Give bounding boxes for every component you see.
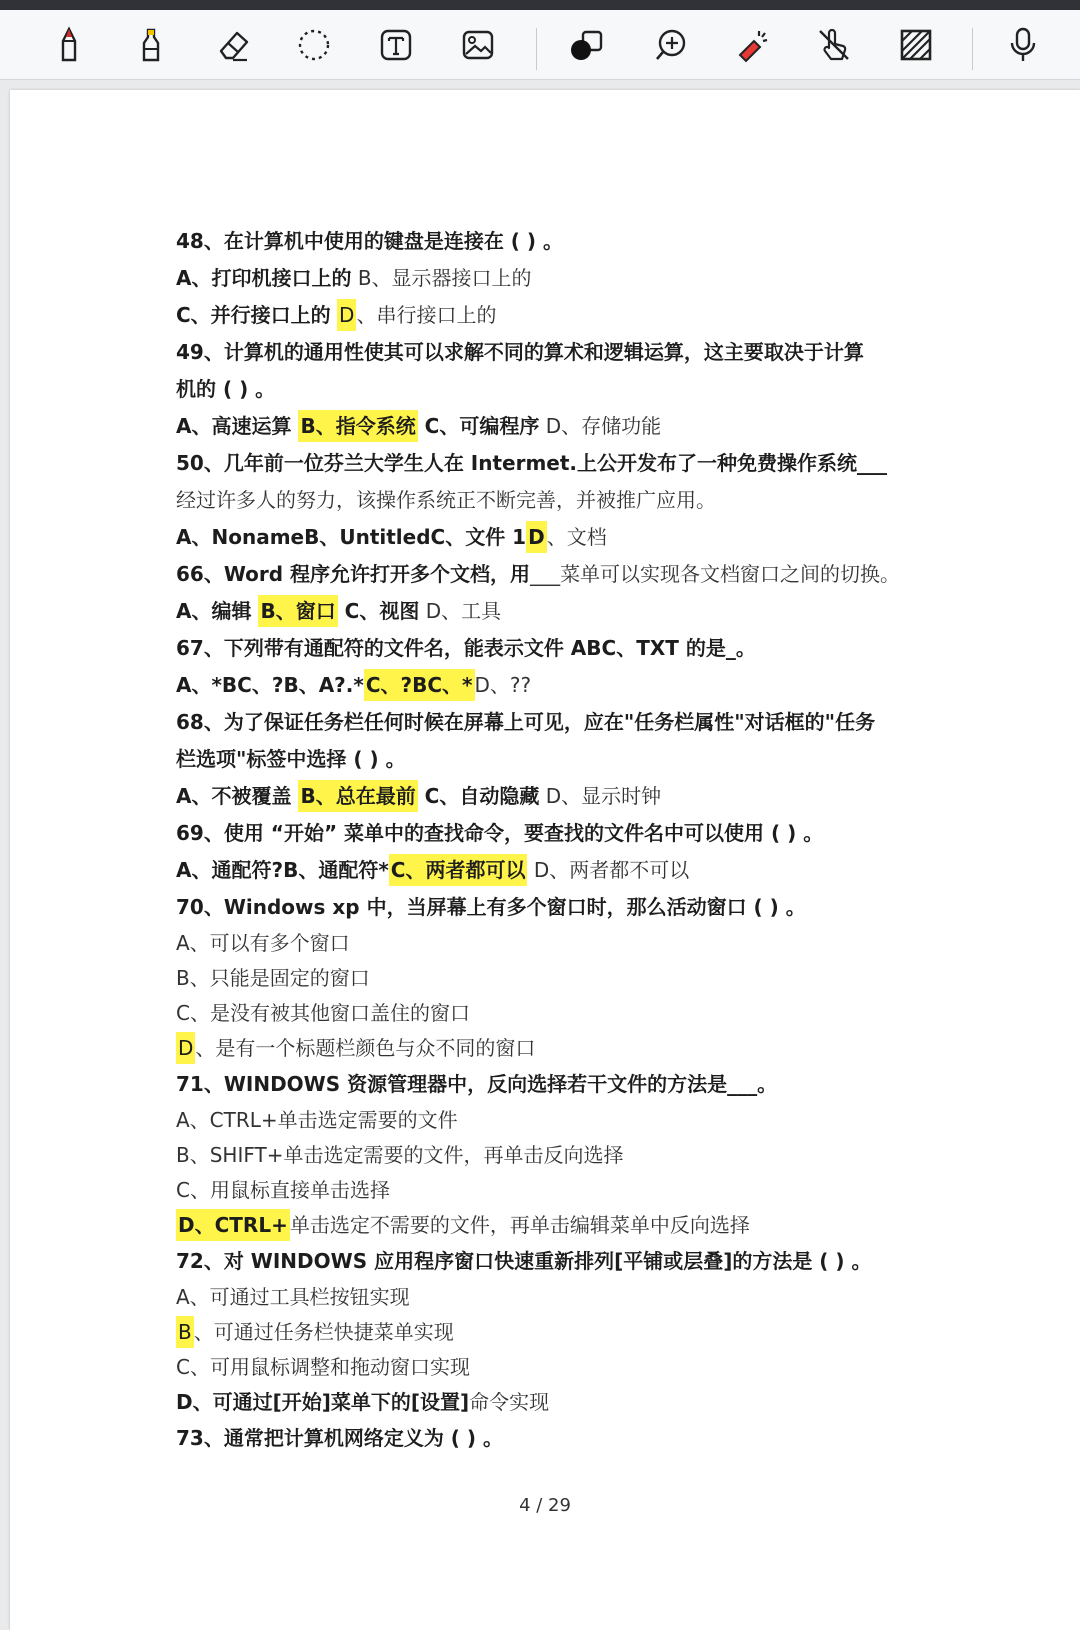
option-text: B、SHIFT+单击选定需要的文件，再单击反向选择 — [176, 1143, 624, 1167]
option-text: B、显示器接口上的 — [351, 266, 532, 290]
laser-pointer-icon[interactable] — [729, 22, 775, 68]
annotation-toolbar — [0, 10, 1080, 80]
option-text: 、是有一个标题栏颜色与众不同的窗口 — [195, 1036, 536, 1060]
option-text: A、打印机接口上的 — [176, 266, 352, 290]
page-indicator: 4 / 29 — [519, 1495, 571, 1516]
option-text: A、NonameB、UntitledC、文件 1 — [176, 525, 527, 549]
highlighted-answer: D — [337, 299, 356, 331]
option-text: C、可用鼠标调整和拖动窗口实现 — [176, 1355, 470, 1379]
option-text: C、可编程序 — [417, 414, 540, 438]
option-text: C、用鼠标直接单击选择 — [176, 1178, 390, 1202]
window-top-strip — [0, 0, 1080, 10]
option-text: A、不被覆盖 — [176, 784, 299, 808]
option-text: B、只能是固定的窗口 — [176, 966, 370, 990]
pen-icon[interactable] — [46, 22, 92, 68]
text-tool-icon[interactable] — [373, 22, 419, 68]
option-text: D、?? — [474, 673, 532, 697]
question-72-option-d — [176, 1385, 976, 1420]
highlighted-answer: C、?BC、* — [364, 669, 475, 701]
highlighted-answer: B — [176, 1316, 194, 1348]
toolbar-separator — [972, 28, 973, 70]
question-72: 72、对 WINDOWS 应用程序窗口快速重新排列[平铺或层叠]的方法是 ( ) 。 — [176, 1249, 872, 1273]
question-72-option-b — [176, 1315, 976, 1350]
question-text: 66、Word 程序允许打开多个文档，用 — [176, 562, 531, 586]
option-text: C、视图 — [337, 599, 420, 623]
question-71: 71、WINDOWS 资源管理器中，反向选择若干文件的方法是___。 — [176, 1072, 778, 1096]
question-48-options-ab — [176, 260, 976, 297]
shapes-icon[interactable] — [564, 22, 610, 68]
question-50-cont: 经过许多人的努力，该操作系统正不断完善，并被推广应用。 — [176, 488, 716, 512]
eraser-icon[interactable] — [210, 22, 256, 68]
highlighted-answer: D — [526, 521, 547, 553]
option-text: A、可通过工具栏按钮实现 — [176, 1285, 410, 1309]
highlighted-answer: D — [176, 1032, 195, 1064]
option-text: A、高速运算 — [176, 414, 299, 438]
microphone-icon[interactable] — [1000, 22, 1046, 68]
question-71-option-d — [176, 1208, 976, 1243]
option-text: D、存储功能 — [539, 414, 662, 438]
option-text: C、是没有被其他窗口盖住的窗口 — [176, 1001, 470, 1025]
option-text: 、串行接口上的 — [356, 303, 497, 327]
option-text: C、并行接口上的 — [176, 303, 331, 327]
option-text: D、两者都不可以 — [527, 858, 690, 882]
question-49-cont: 机的 ( ) 。 — [176, 377, 276, 401]
question-66-options — [176, 593, 976, 630]
fill-pattern-icon[interactable] — [893, 22, 939, 68]
question-70-option-d — [176, 1031, 976, 1066]
option-text: D、工具 — [419, 599, 502, 623]
question-67: 67、下列带有通配符的文件名，能表示文件 ABC、TXT 的是_。 — [176, 636, 756, 660]
touch-writing-icon[interactable] — [811, 22, 857, 68]
lasso-select-icon[interactable] — [291, 22, 337, 68]
question-68-options — [176, 778, 976, 815]
question-69: 69、使用 “开始” 菜单中的查找命令，要查找的文件名中可以使用 ( ) 。 — [176, 821, 824, 845]
question-70: 70、Windows xp 中，当屏幕上有多个窗口时，那么活动窗口 ( ) 。 — [176, 895, 806, 919]
question-50: 50、几年前一位芬兰大学生人在 Intermet.上公开发布了一种免费操作系统___ — [176, 451, 888, 475]
question-67-options — [176, 667, 976, 704]
option-text: A、*BC、?B、A?.* — [176, 673, 364, 697]
option-text: D、可通过[开始]菜单下的[设置] — [176, 1390, 470, 1414]
question-66 — [176, 556, 976, 593]
question-48-options-cd — [176, 297, 976, 334]
option-text: A、可以有多个窗口 — [176, 931, 350, 955]
option-text: 命令实现 — [469, 1390, 550, 1414]
image-icon[interactable] — [455, 22, 501, 68]
highlighted-answer: B、总在最前 — [298, 780, 417, 812]
zoom-in-icon[interactable] — [648, 22, 694, 68]
option-text: D、显示时钟 — [539, 784, 662, 808]
option-text: C、自动隐藏 — [417, 784, 540, 808]
highlighter-icon[interactable] — [128, 22, 174, 68]
highlighted-answer: B、窗口 — [258, 595, 337, 627]
question-49-options — [176, 408, 976, 445]
page-content — [176, 223, 976, 1457]
highlighted-answer: D、CTRL+ — [176, 1209, 290, 1241]
question-68-cont: 栏选项"标签中选择 ( ) 。 — [176, 747, 406, 771]
question-69-options — [176, 852, 976, 889]
question-50-options — [176, 519, 976, 556]
highlighted-answer: B、指令系统 — [298, 410, 417, 442]
option-text: 单击选定不需要的文件，再单击编辑菜单中反向选择 — [289, 1213, 750, 1237]
option-text: 、可通过任务栏快捷菜单实现 — [193, 1320, 454, 1344]
question-73: 73、通常把计算机网络定义为 ( ) 。 — [176, 1426, 504, 1450]
option-text: 、文档 — [546, 525, 607, 549]
question-48: 48、在计算机中使用的键盘是连接在 ( ) 。 — [176, 229, 564, 253]
option-text: A、通配符?B、通配符* — [176, 858, 389, 882]
option-text: A、CTRL+单击选定需要的文件 — [176, 1108, 458, 1132]
document-page — [10, 90, 1080, 1630]
question-text: ___菜单可以实现各文档窗口之间的切换。 — [530, 562, 901, 586]
highlighted-answer: C、两者都可以 — [389, 854, 528, 886]
option-text: A、编辑 — [176, 599, 259, 623]
question-49: 49、计算机的通用性使其可以求解不同的算术和逻辑运算，这主要取决于计算 — [176, 340, 864, 364]
toolbar-separator — [536, 28, 537, 70]
question-68: 68、为了保证任务栏任何时候在屏幕上可见，应在"任务栏属性"对话框的"任务 — [176, 710, 876, 734]
